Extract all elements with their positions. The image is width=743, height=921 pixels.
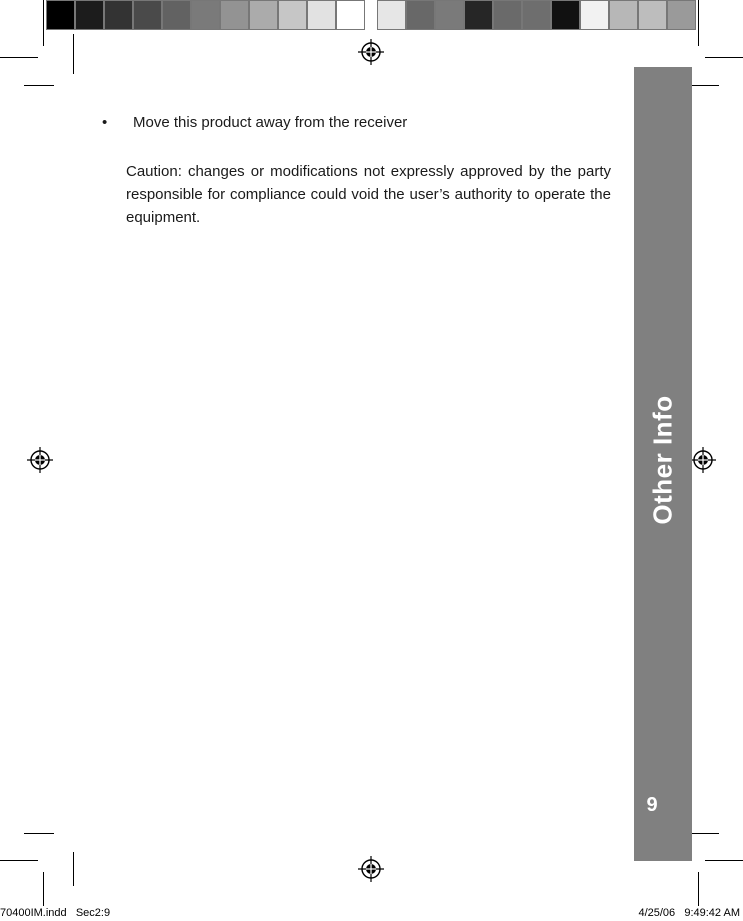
crop-mark (43, 0, 44, 46)
color-swatch (133, 0, 162, 30)
section-tab-label: Other Info (647, 395, 678, 525)
color-swatch (75, 0, 104, 30)
registration-mark-icon (358, 39, 384, 65)
crop-mark (689, 833, 719, 834)
color-swatch (493, 0, 522, 30)
color-swatch (162, 0, 191, 30)
crop-mark (705, 57, 743, 58)
crop-mark (705, 860, 743, 861)
color-swatch (307, 0, 336, 30)
registration-mark-icon (27, 447, 53, 473)
bullet-marker: • (102, 114, 108, 131)
color-swatch (46, 0, 75, 30)
color-swatch (249, 0, 278, 30)
color-swatch (464, 0, 493, 30)
color-swatch (406, 0, 435, 30)
color-swatch (220, 0, 249, 30)
registration-mark-icon (690, 447, 716, 473)
page-number: 9 (646, 794, 658, 816)
color-swatch (377, 0, 406, 30)
color-swatch (609, 0, 638, 30)
crop-mark (73, 34, 74, 74)
color-swatch (667, 0, 696, 30)
crop-mark (73, 852, 74, 886)
caution-paragraph: Caution: changes or modifications not expressly approved by the party responsible for compliance could void the user’s authority to operate the equipment. (126, 163, 611, 226)
crop-mark (0, 57, 38, 58)
color-swatch (638, 0, 667, 30)
crop-mark (689, 85, 719, 86)
color-swatch (522, 0, 551, 30)
slug-filename: 70400IM.indd Sec2:9 (0, 907, 111, 919)
color-swatch (104, 0, 133, 30)
registration-mark-icon (358, 856, 384, 882)
crop-mark (698, 0, 699, 46)
color-swatch (191, 0, 220, 30)
crop-mark (0, 860, 38, 861)
crop-mark (24, 85, 54, 86)
bullet-item: Move this product away from the receiver (133, 114, 408, 131)
color-swatch (336, 0, 365, 30)
crop-mark (24, 833, 54, 834)
color-swatch (435, 0, 464, 30)
color-swatch (580, 0, 609, 30)
color-swatch (551, 0, 580, 30)
crop-mark (43, 872, 44, 906)
slug-timestamp: 4/25/06 9:49:42 AM (638, 907, 740, 919)
crop-mark (698, 872, 699, 906)
color-swatch (278, 0, 307, 30)
